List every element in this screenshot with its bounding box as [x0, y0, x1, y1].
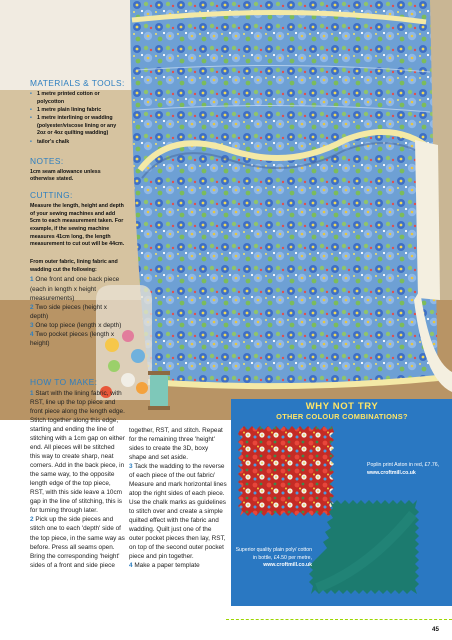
materials-item: • tailor's chalk — [30, 139, 126, 147]
why-not-try-subtitle: OTHER COLOUR COMBINATIONS? — [276, 412, 408, 421]
cutting-item — [30, 321, 126, 330]
green-swatch-caption-text: Superior quality plain poly/ cotton in bottle, £4.50 per metre, — [235, 547, 312, 561]
footer-dashed-line — [226, 619, 452, 620]
cutting-item — [30, 275, 126, 302]
why-not-try-title: WHY NOT TRY — [305, 401, 379, 412]
step-continuation-text: together, RST, and stitch. Repeat for the remaining three 'height' sides to create the 3D, boxy shape and set aside. — [129, 427, 223, 462]
step-number: 4 — [129, 562, 133, 570]
step-text: Make a paper template — [134, 562, 200, 570]
green-swatch-caption — [234, 547, 312, 570]
materials-item: • 1 metre printed cotton or polycotton — [30, 91, 126, 106]
cutting-item-text: One top piece (length x depth) — [35, 321, 122, 329]
step-number: 1 — [30, 390, 34, 397]
cutting-item-text: One front and one back piece (each in length x height measurements) — [30, 276, 120, 302]
materials-heading: MATERIALS & TOOLS: — [30, 78, 125, 88]
cutting-item-number: 4 — [30, 330, 34, 338]
cutting-item-number: 2 — [30, 303, 34, 311]
how-to-make-section — [30, 377, 126, 570]
notes-text: 1cm seam allowance unless otherwise stated. — [30, 168, 101, 183]
cutting-item — [30, 330, 126, 348]
materials-list — [30, 91, 126, 146]
cutting-item-text: Two side pieces (height x depth) — [30, 303, 107, 320]
how-to-make-column-1 — [30, 389, 126, 570]
red-swatch-caption-text: Poplin print Aston in red, £7.76, — [367, 462, 440, 468]
materials-item: • 1 metre interlining or wadding (polyester/viscose lining or any 2oz or 4oz quilting wadding) — [30, 115, 126, 138]
red-swatch-caption-link[interactable]: www.croftmill.co.uk — [367, 469, 416, 476]
cutting-item-number: 1 — [30, 276, 34, 284]
cutting-list — [30, 275, 126, 348]
notes-heading: NOTES: — [30, 155, 64, 166]
page-number: 45 — [432, 626, 439, 633]
how-to-make-heading: HOW TO MAKE: — [30, 377, 98, 387]
red-swatch-caption — [367, 462, 451, 477]
step-text: Pick up the side pieces and stitch one to each 'depth' side of the top piece, in the same way as before. Press all seams open. Bring the corresponding 'height' sides of a front and side piece — [30, 516, 125, 569]
left-info-column — [30, 78, 126, 348]
step-text: Tack the wadding to the reverse of each piece of the out fabric/ Measure and mark horizontal lines atop the right sides of each piece. Use the chalk marks as guidelines to stitch over and create a simple quilted effect with the fabric and wadding. Quilt just one of the outer pocket pieces then lay, RST, on top of the second outer pocket piece and pin together. — [129, 463, 227, 561]
green-swatch-caption-link[interactable]: www.croftmill.co.uk — [263, 562, 312, 569]
cutting-item — [30, 303, 126, 321]
why-not-try-box — [231, 399, 452, 606]
cutting-intro: From outer fabric, lining fabric and wadding cut the following: — [30, 259, 118, 273]
step-number: 3 — [129, 463, 133, 471]
cutting-item-number: 3 — [30, 321, 34, 329]
cutting-heading: CUTTING: — [30, 190, 73, 201]
step-number: 2 — [30, 516, 34, 524]
materials-item: • 1 metre plain lining fabric — [30, 107, 126, 115]
how-to-make-column-2 — [129, 426, 227, 571]
cutting-item-text: Two pocket pieces (length x height) — [30, 330, 115, 348]
cutting-text: Measure the length, height and depth of your sewing machines and add 5cm to each measurement taken. For example, if the sewing machine measures 41cm long, the length measurement to cut out will be 44cm. — [30, 203, 125, 248]
step-text: Start with the lining fabric, with RST, line up the top piece and front piece along the length edge. Stitch together along this edge, starting and ending the line of stitching with a 1cm gap on either end. All pieces will be stitched this way to create sharp, neat corners. Add in the back piece, in the same way, to the opposite length edge of the top piece, RST, with this side leave a 10cm gap in the line of stitching, this is for turning through later. — [30, 390, 125, 515]
green-plain-fabric-swatch — [309, 498, 419, 596]
